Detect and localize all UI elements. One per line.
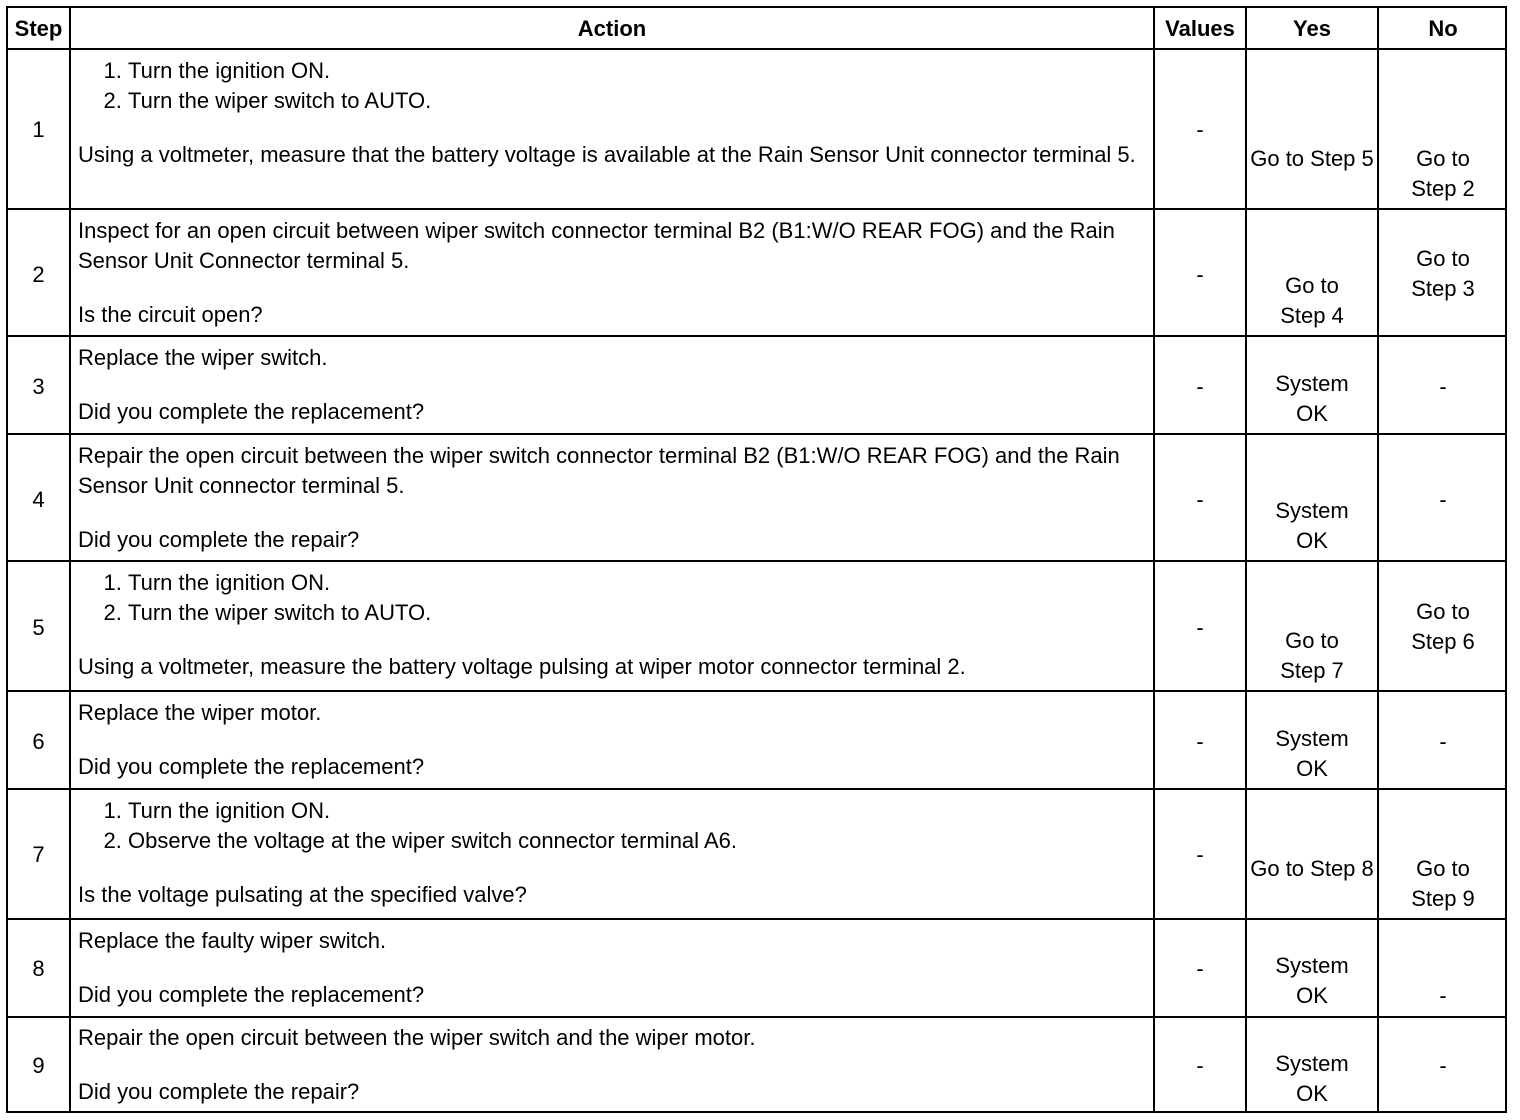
- action-list: [78, 568, 1148, 628]
- no-cell: -: [1439, 487, 1447, 512]
- action-cell: [78, 926, 1148, 1010]
- action-text: Is the voltage pulsating at the specified valve?: [78, 882, 527, 907]
- diagnostic-table: [6, 6, 1507, 1113]
- action-text: Using a voltmeter, measure that the battery voltage is available at the Rain Sensor Unit connector terminal 5.: [78, 142, 1136, 167]
- header-action: Action: [577, 16, 647, 41]
- action-cell: [78, 216, 1148, 330]
- yes-cell: System OK: [1275, 953, 1349, 1008]
- no-cell: -: [1439, 729, 1447, 754]
- step-number: 3: [32, 374, 45, 399]
- action-cell: [78, 568, 1148, 682]
- step-number: 6: [32, 729, 45, 754]
- yes-cell: Go to Step 8: [1250, 856, 1374, 881]
- list-item: 2. Turn the wiper switch to AUTO.: [128, 598, 1148, 628]
- row-divider: [8, 433, 1505, 435]
- no-cell: -: [1439, 1053, 1447, 1078]
- step-number: 9: [32, 1053, 45, 1078]
- row-divider: [8, 788, 1505, 790]
- yes-cell: System OK: [1275, 371, 1349, 426]
- action-text: Did you complete the replacement?: [78, 399, 425, 424]
- header-step: Step: [14, 16, 63, 41]
- no-cell: -: [1439, 374, 1447, 399]
- action-text: Replace the wiper motor.: [78, 700, 322, 725]
- values-cell: -: [1196, 117, 1204, 142]
- action-list: [78, 796, 1148, 856]
- action-list: [78, 56, 1148, 116]
- step-number: 5: [32, 615, 45, 640]
- row-divider: [8, 1016, 1505, 1018]
- action-cell: [78, 698, 1148, 782]
- row-divider: [8, 690, 1505, 692]
- action-cell: [78, 343, 1148, 427]
- action-text: Did you complete the repair?: [78, 527, 360, 552]
- action-text: Replace the faulty wiper switch.: [78, 928, 387, 953]
- values-cell: -: [1196, 1053, 1204, 1078]
- list-item: 2. Turn the wiper switch to AUTO.: [128, 86, 1148, 116]
- header-no: No: [1428, 16, 1458, 41]
- step-number: 1: [32, 117, 45, 142]
- action-text: Repair the open circuit between the wiper switch and the wiper motor.: [78, 1025, 756, 1050]
- action-cell: [78, 796, 1148, 910]
- yes-cell: Go to Step 7: [1280, 628, 1344, 683]
- action-text: Inspect for an open circuit between wiper switch connector terminal B2 (B1:W/O REAR FOG) and the Rain Sensor Unit Connector terminal 5.: [78, 218, 1115, 273]
- yes-cell: Go to Step 5: [1250, 146, 1374, 171]
- step-number: 4: [32, 487, 45, 512]
- values-cell: -: [1196, 615, 1204, 640]
- yes-cell: Go to Step 4: [1280, 273, 1344, 328]
- header-yes: Yes: [1293, 16, 1331, 41]
- step-number: 8: [32, 956, 45, 981]
- row-divider: [8, 208, 1505, 210]
- list-item: 1. Turn the ignition ON.: [128, 796, 1148, 826]
- values-cell: -: [1196, 262, 1204, 287]
- yes-cell: System OK: [1275, 498, 1349, 553]
- yes-cell: System OK: [1275, 726, 1349, 781]
- values-cell: -: [1196, 374, 1204, 399]
- values-cell: -: [1196, 729, 1204, 754]
- list-item: 1. Turn the ignition ON.: [128, 56, 1148, 86]
- action-cell: [78, 1023, 1148, 1107]
- action-text: Repair the open circuit between the wiper switch connector terminal B2 (B1:W/O REAR FOG) and the Rain Sensor Unit connector terminal 5.: [78, 443, 1120, 498]
- yes-cell: System OK: [1275, 1051, 1349, 1106]
- row-divider: [8, 560, 1505, 562]
- action-cell: [78, 56, 1148, 170]
- action-text: Replace the wiper switch.: [78, 345, 328, 370]
- action-cell: [78, 441, 1148, 555]
- row-divider: [8, 335, 1505, 337]
- no-cell: Go to Step 9: [1411, 856, 1475, 911]
- step-number: 2: [32, 262, 45, 287]
- action-text: Did you complete the replacement?: [78, 982, 425, 1007]
- action-text: Did you complete the repair?: [78, 1079, 360, 1104]
- step-number: 7: [32, 842, 45, 867]
- no-cell: Go to Step 2: [1411, 146, 1475, 201]
- action-text: Using a voltmeter, measure the battery voltage pulsing at wiper motor connector terminal 2.: [78, 654, 966, 679]
- header-values: Values: [1165, 16, 1235, 41]
- no-cell: -: [1439, 983, 1447, 1008]
- list-item: 2. Observe the voltage at the wiper switch connector terminal A6.: [128, 826, 1148, 856]
- values-cell: -: [1196, 842, 1204, 867]
- list-item: 1. Turn the ignition ON.: [128, 568, 1148, 598]
- no-cell: Go to Step 3: [1411, 246, 1475, 301]
- row-divider: [8, 48, 1505, 50]
- row-divider: [8, 918, 1505, 920]
- action-text: Did you complete the replacement?: [78, 754, 425, 779]
- action-text: Is the circuit open?: [78, 302, 263, 327]
- values-cell: -: [1196, 487, 1204, 512]
- no-cell: Go to Step 6: [1411, 599, 1475, 654]
- values-cell: -: [1196, 956, 1204, 981]
